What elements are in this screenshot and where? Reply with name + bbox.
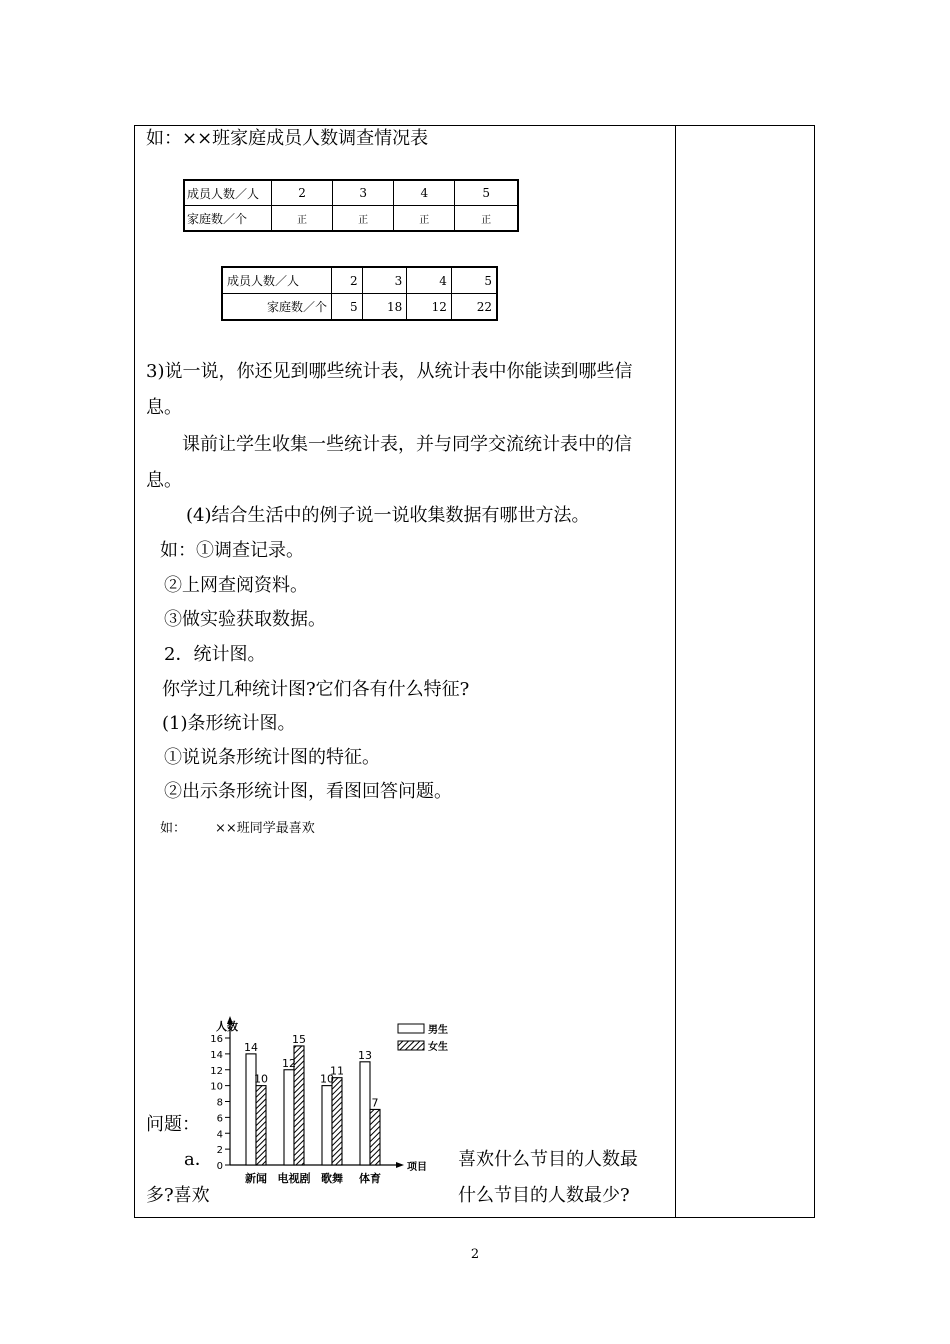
- bar-chart-item: (1)条形统计图。: [162, 713, 296, 734]
- tally-mark-cell: 正: [333, 206, 394, 232]
- bar-value-label: 15: [292, 1032, 306, 1046]
- count-family-cell: 22: [451, 294, 497, 321]
- column-divider: [675, 126, 676, 1217]
- y-tick-label: 0: [216, 1161, 223, 1172]
- bar-value-label: 13: [358, 1048, 372, 1062]
- tally-mark-cell: 正: [394, 206, 455, 232]
- page-number: 2: [470, 1247, 480, 1262]
- bar-step-2: ②出示条形统计图，看图回答问题。: [164, 781, 452, 802]
- tally-row1-label: 成员人数／人: [184, 180, 272, 206]
- para4: (4)结合生活中的例子说一说收集数据有哪世方法。: [186, 505, 590, 526]
- count-member-cell: 2: [332, 267, 363, 294]
- y-tick-label: 12: [210, 1065, 223, 1077]
- y-tick-label: 8: [216, 1097, 223, 1109]
- para3-line1: 3)说一说，你还见到哪些统计表，从统计表中你能读到哪些信: [146, 361, 633, 382]
- tally-member-cell: 4: [394, 180, 455, 206]
- bar-value-label: 12: [282, 1056, 296, 1070]
- bar-chart: [190, 1010, 450, 1190]
- bar-value-label: 14: [244, 1040, 258, 1054]
- bar-value-label: 11: [330, 1064, 344, 1078]
- count-table: [221, 266, 498, 321]
- count-row2-label: 家庭数／个: [222, 294, 332, 321]
- bar-girls: [370, 1109, 380, 1165]
- chart-caption: ××班同学最喜欢: [215, 821, 315, 836]
- count-row1-label: 成员人数／人: [222, 267, 332, 294]
- count-member-cell: 4: [407, 267, 452, 294]
- x-axis-arrow-icon: [396, 1162, 404, 1168]
- tally-mark-cell: 正: [455, 206, 518, 232]
- bar-step-1: ①说说条形统计图的特征。: [164, 747, 380, 768]
- tally-row2-label: 家庭数／个: [184, 206, 272, 232]
- y-tick-label: 16: [210, 1034, 223, 1045]
- tally-member-cell: 5: [455, 180, 518, 206]
- category-label: 体育: [359, 1172, 381, 1185]
- legend-swatch-boys: [398, 1024, 424, 1033]
- count-family-cell: 5: [332, 294, 363, 321]
- example-2: ②上网查阅资料。: [164, 575, 308, 596]
- section-2-heading: 2．统计图。: [164, 644, 266, 665]
- y-tick-label: 10: [210, 1081, 223, 1093]
- count-family-cell: 18: [362, 294, 407, 321]
- count-member-cell: 5: [451, 267, 497, 294]
- count-family-cell: 12: [407, 294, 452, 321]
- intro-line: 如：××班家庭成员人数调查情况表: [146, 128, 429, 149]
- y-tick-label: 4: [216, 1129, 223, 1141]
- bar-girls: [256, 1086, 266, 1165]
- x-axis-label: 项目: [407, 1162, 427, 1173]
- question-types: 你学过几种统计图?它们各有什么特征?: [162, 679, 470, 700]
- tally-member-cell: 2: [272, 180, 333, 206]
- category-label: 电视剧: [277, 1172, 311, 1185]
- legend-label-boys: 男生: [428, 1025, 448, 1036]
- y-axis-label: 人数: [216, 1020, 238, 1033]
- y-tick-label: 6: [216, 1113, 223, 1125]
- legend-swatch-girls: [398, 1041, 424, 1050]
- bar-boys: [284, 1070, 294, 1165]
- example-3: ③做实验获取数据。: [164, 609, 326, 630]
- para3-line2: 息。: [146, 397, 182, 418]
- tally-member-cell: 3: [333, 180, 394, 206]
- para-collect-line2: 息。: [146, 470, 182, 491]
- y-tick-label: 2: [216, 1145, 223, 1157]
- question-a-text-2: 多?喜欢: [146, 1185, 210, 1206]
- example-1: 如：①调查记录。: [160, 540, 304, 561]
- y-tick-label: 14: [210, 1049, 223, 1061]
- bar-boys: [360, 1062, 370, 1165]
- question-a-marker: a．: [184, 1149, 213, 1170]
- bar-boys: [246, 1054, 256, 1165]
- para-collect-line1: 课前让学生收集一些统计表，并与同学交流统计表中的信: [182, 434, 632, 455]
- bar-boys: [322, 1086, 332, 1165]
- bar-girls: [332, 1078, 342, 1165]
- category-label: 新闻: [245, 1172, 267, 1185]
- questions-label: 问题：: [146, 1114, 200, 1135]
- tally-mark-cell: 正: [272, 206, 333, 232]
- category-label: 歌舞: [321, 1172, 343, 1185]
- legend-label-girls: 女生: [428, 1042, 448, 1053]
- tally-table: [183, 179, 519, 232]
- question-a-text-3: 什么节目的人数最少?: [458, 1185, 630, 1206]
- bar-value-label: 10: [320, 1072, 334, 1086]
- question-a-text-1: 喜欢什么节目的人数最: [458, 1149, 638, 1170]
- chart-caption-prefix: 如：: [160, 821, 187, 836]
- count-member-cell: 3: [362, 267, 407, 294]
- bar-value-label: 10: [254, 1072, 268, 1086]
- bar-value-label: 7: [371, 1096, 379, 1110]
